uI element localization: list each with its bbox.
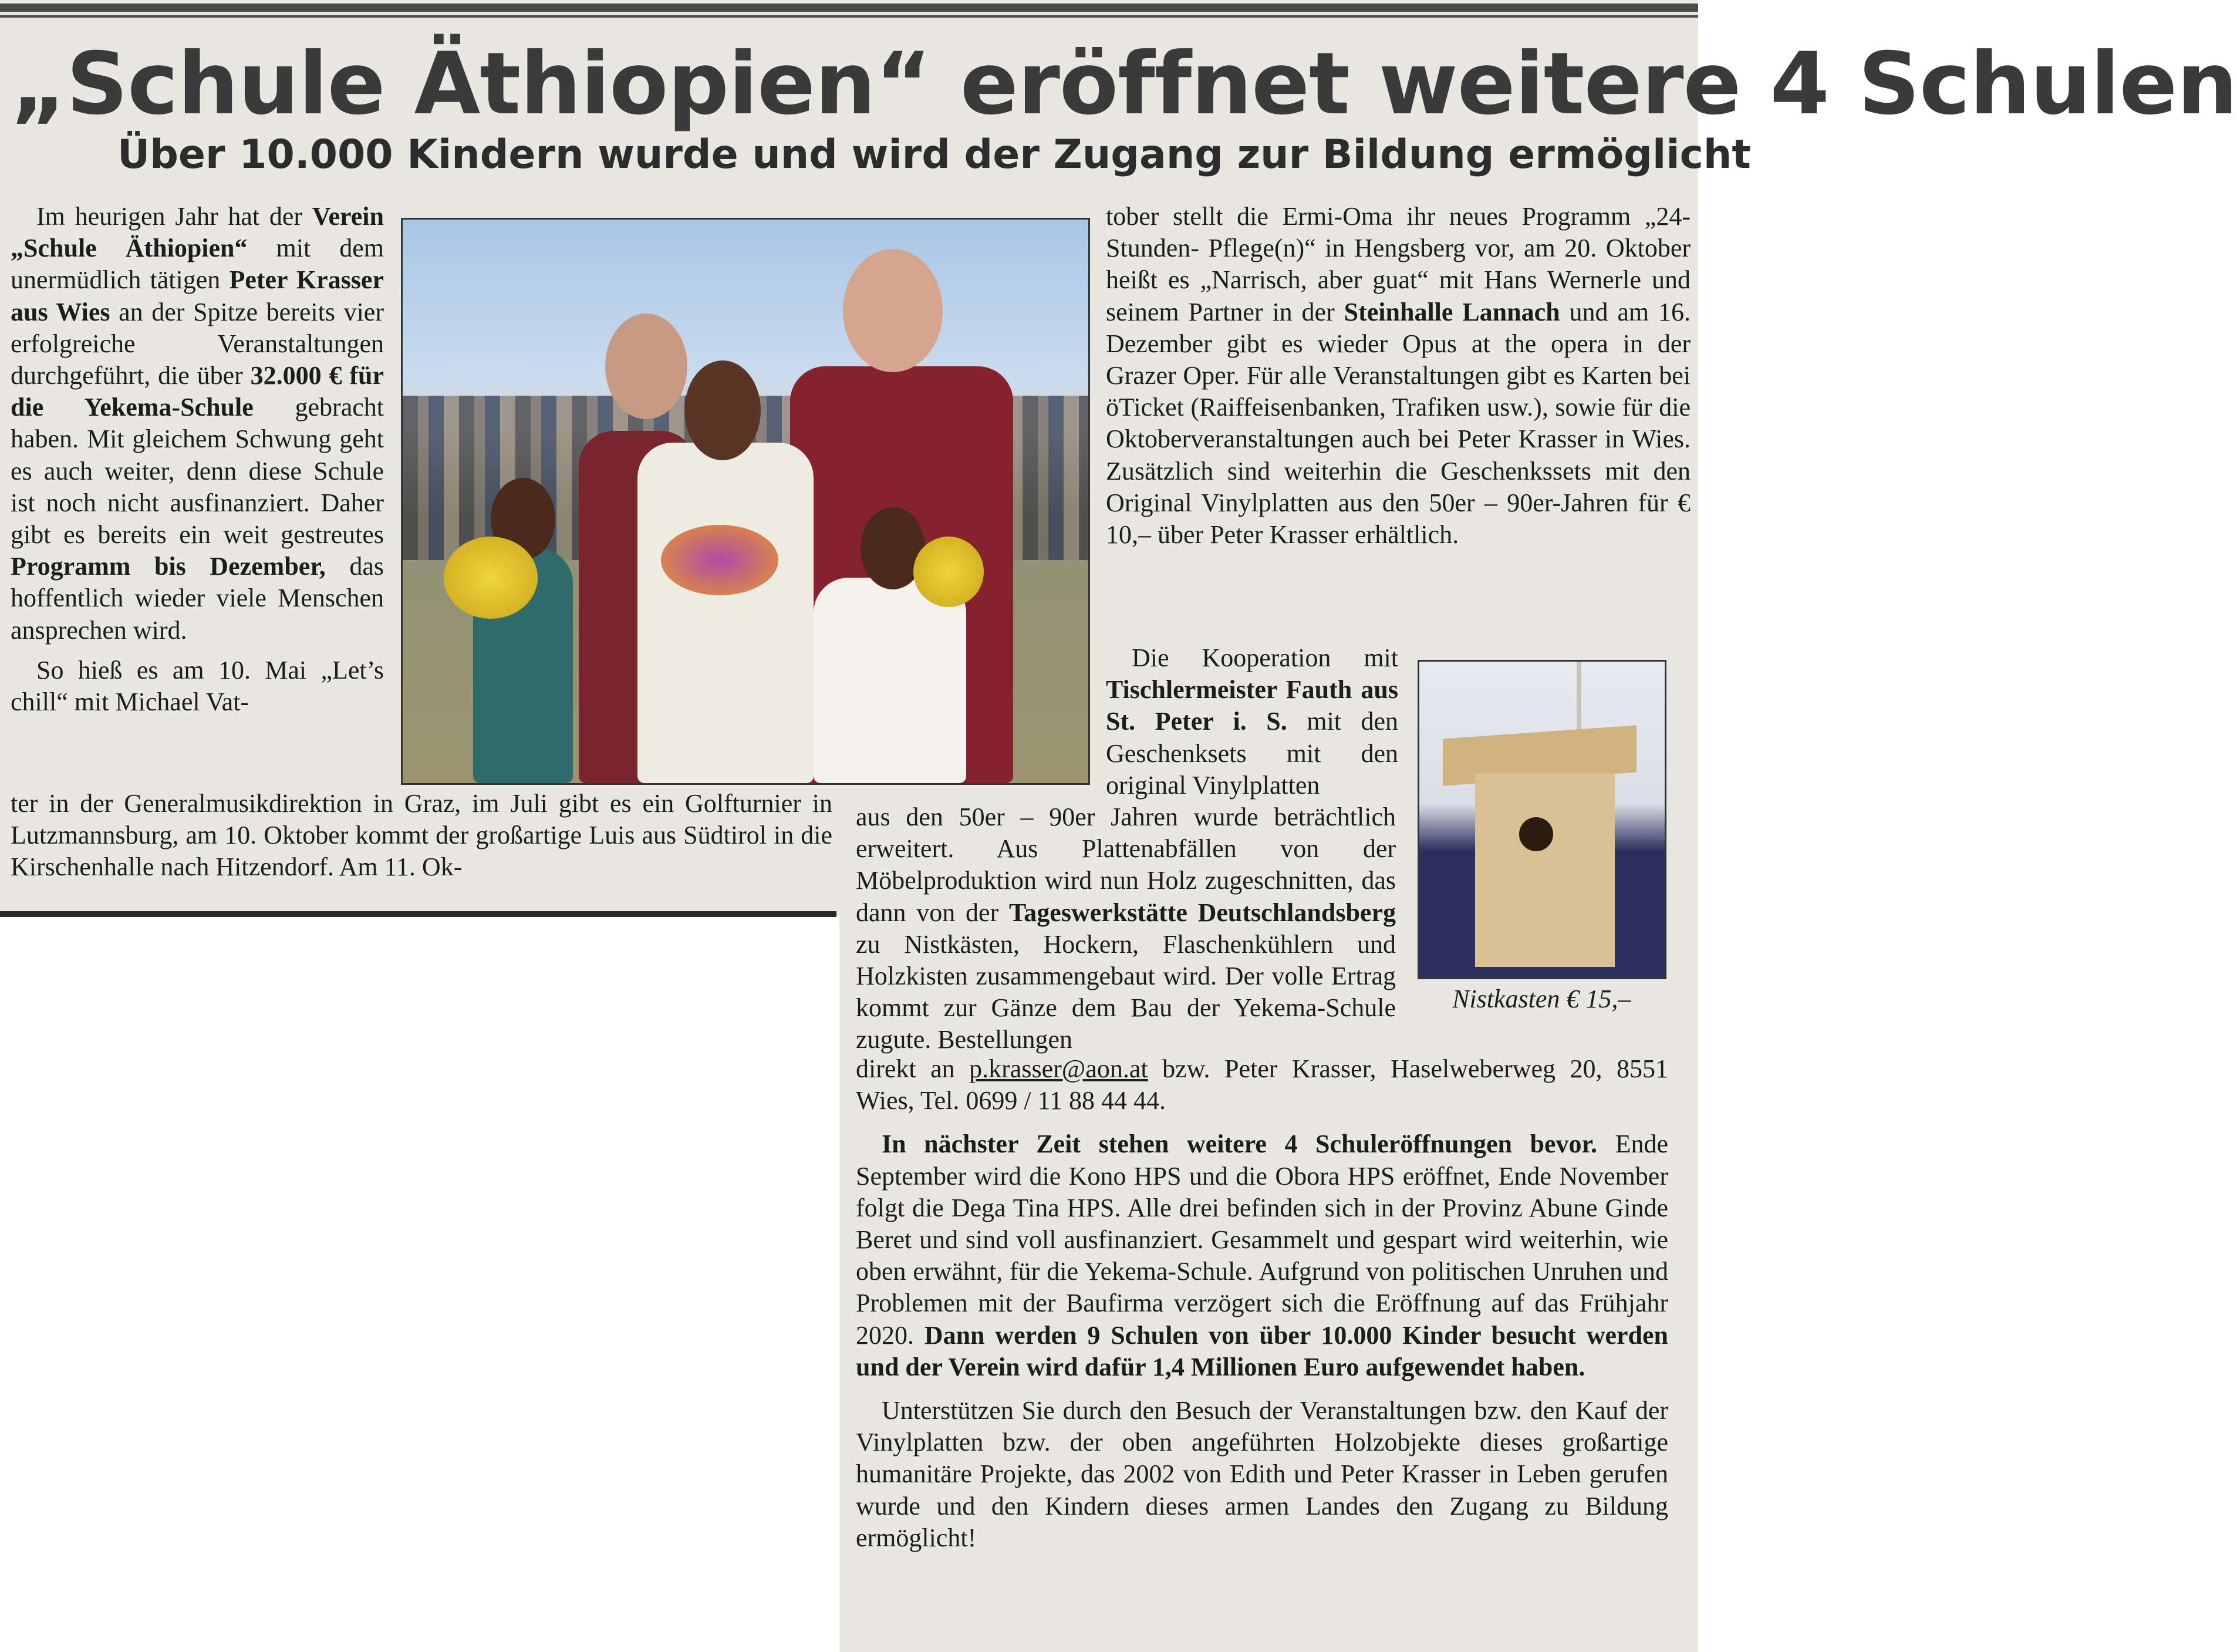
man-head (843, 249, 943, 372)
girl-center-figure (637, 443, 814, 783)
paragraph-order-contact: direkt an p.krasser@aon.at bzw. Peter Krasser, Haselweberweg 20, 8551 Wies, Tel. 0699 / 11 88 44 44. (856, 1054, 1668, 1115)
flower-bouquet-left (444, 537, 538, 619)
paragraph-cooperation-start: Die Kooperation mit Tischlermeister Fauth aus St. Peter i. S. mit den Geschenksets mit den original Vinylplatten (1106, 643, 1398, 800)
birdhouse-body (1475, 773, 1615, 967)
top-rule (0, 4, 1698, 12)
headline: „Schule Äthiopien“ eröffnet weitere 4 Schulen (11, 34, 2237, 134)
paragraph-events-start: So hieß es am 10. Mai „Let’s chill“ mit Michael Vat- (11, 655, 384, 717)
email-link[interactable]: p.krasser@aon.at (969, 1054, 1148, 1083)
column-lower (856, 1053, 1668, 1554)
birdhouse-photo (1419, 662, 1665, 977)
column-2-narrow (856, 801, 1396, 1056)
girl-right-figure (814, 578, 966, 783)
flower-basket-center (661, 525, 778, 595)
birdhouse-caption: Nistkasten € 15,– (1452, 985, 1631, 1013)
column-3-upper (1106, 201, 1691, 551)
birdhouse-entrance-hole (1519, 817, 1553, 851)
column-1 (11, 201, 384, 718)
column-3-narrow (1106, 642, 1398, 801)
woman-head (605, 313, 687, 419)
paragraph-events-continued: ter in der Generalmusikdirektion in Graz, im Juli gibt es ein Golfturnier in Lutzmannsburg, am 10. Oktober kommt der großartige Luis aus Südtirol in die Kirschenhalle nach Hitzendorf. Am 11. Ok- (11, 789, 832, 882)
paragraph-intro: Im heurigen Jahr hat der Verein „Schule Äthiopien“ mit dem unermüdlich tätigen Peter Krasser aus Wies an der Spitze bereits vier erfolgreiche Veranstaltungen durchgeführt, die über 32.000 € für die Yekema-Schule gebracht haben. Mit gleichem Schwung geht es auch weiter, denn diese Schule ist noch nicht ausfinanziert. Daher gibt es bereits ein weit gestreutes Programm bis Dezember, das hoffentlich wieder viele Menschen ansprechen wird. (11, 202, 384, 645)
flower-bouquet-right (913, 537, 984, 607)
column-rule (0, 911, 836, 917)
paragraph-program: tober stellt die Ermi-Oma ihr neues Programm „24-Stunden- Pflege(n)“ in Hengsberg vor, am 20. Oktober heißt es „Narrisch, aber guat“ mit Hans Wernerle und seinem Partner in der Steinhalle Lannach und am 16. Dezember gibt es wieder Opus at the opera in der Grazer Oper. Für alle Veranstaltungen gibt es Karten bei öTicket (Raiffeisenbanken, Trafiken usw.), sowie für die Oktoberveranstaltungen auch bei Peter Krasser in Wies. Zusätzlich sind weiterhin die Geschenkssets mit den Original Vinylplatten aus den 50er – 90er-Jahren für € 10,– über Peter Krasser erhältlich. (1106, 202, 1691, 549)
top-rule-thin (0, 15, 1698, 18)
birdhouse-rod (1577, 662, 1581, 738)
paragraph-openings: In nächster Zeit stehen weitere 4 Schuleröffnungen bevor. Ende September wird die Kono HPS und die Obora HPS eröffnet, Ende November folgt die Dega Tina HPS. Alle drei befinden sich in der Provinz Abune Ginde Beret und sind voll ausfinanziert. Gesammelt und gespart wird weiterhin, wie oben erwähnt, für die Yekema-Schule. Aufgrund von politischen Unruhen und Problemen mit der Baufirma verzögert sich die Eröffnung auf das Frühjahr 2020. Dann werden 9 Schulen von über 10.000 Kinder besucht werden und der Verein wird dafür 1,4 Millionen Euro aufgewendet haben. (856, 1130, 1669, 1381)
subheadline: Über 10.000 Kindern wurde und wird der Zugang zur Bildung ermöglicht (117, 132, 1751, 178)
group-photo (403, 220, 1088, 783)
girl-center-head (684, 360, 761, 460)
paragraph-cooperation-continued: aus den 50er – 90er Jahren wurde beträchtlich erweitert. Aus Plattenabfällen von der Möbelproduktion wird nun Holz zugeschnitten, das dann von der Tageswerkstätte Deutschlandsberg zu Nistkästen, Hockern, Flaschenkühlern und Holzkisten zusammengebaut wird. Der volle Ertrag kommt zur Gänze dem Bau der Yekema-Schule zugute. Bestellungen (856, 803, 1396, 1054)
paragraph-support: Unterstützen Sie durch den Besuch der Veranstaltungen bzw. den Kauf der Vinylplatten bzw. der oben angeführten Holzobjekte dieses großartige humanitäre Projekte, das 2002 von Edith und Peter Krasser in Leben gerufen wurde und den Kindern dieses armen Landes den Zugang zu Bildung ermöglicht! (856, 1396, 1668, 1552)
column-1-wide (11, 788, 832, 884)
